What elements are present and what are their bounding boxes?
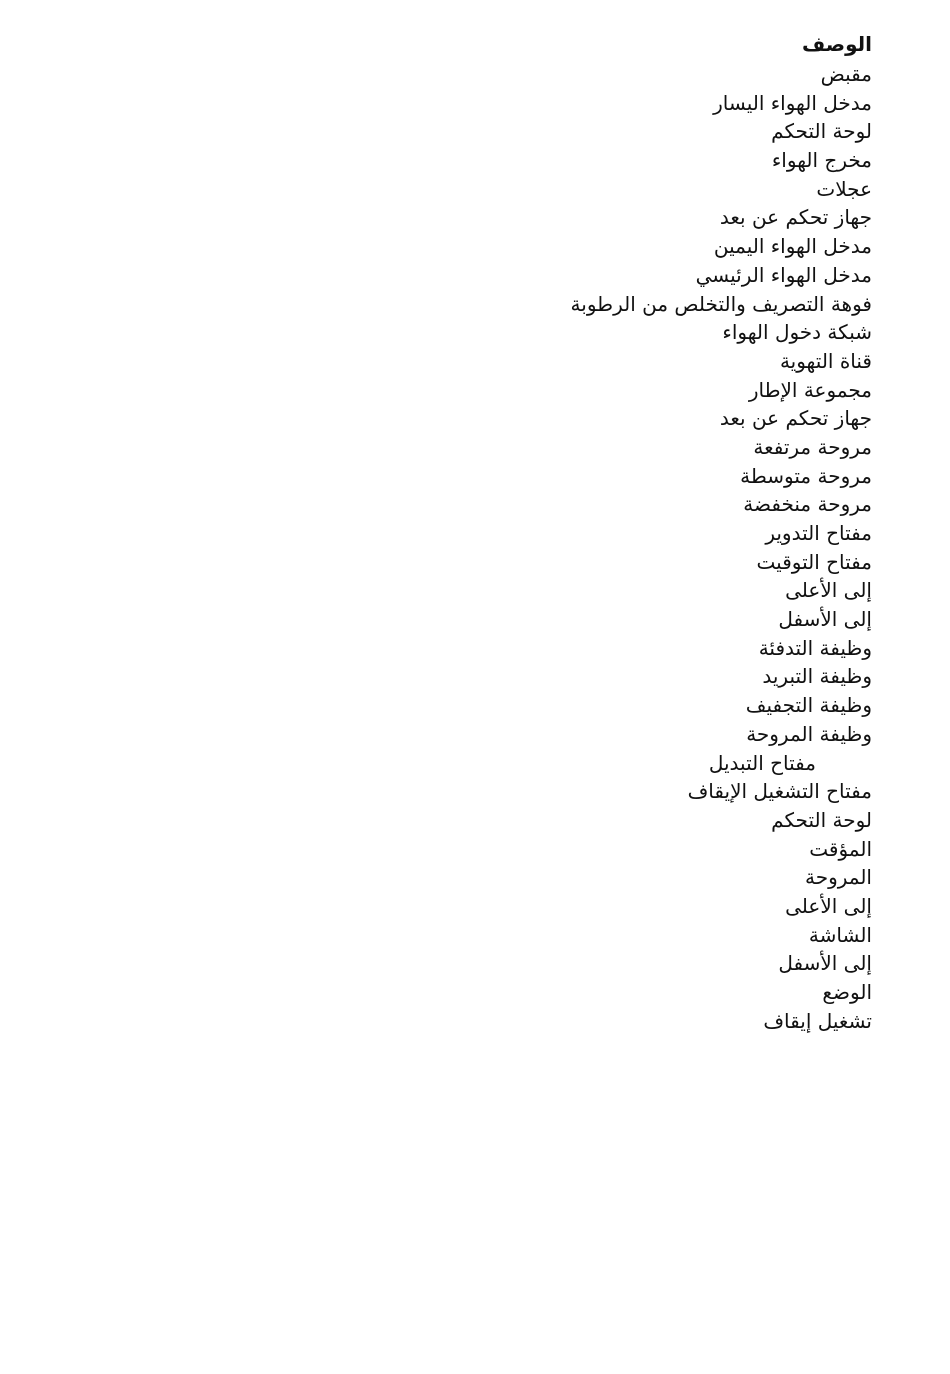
list-item: وظيفة التجفيف [745,693,872,718]
list-item: إلى الأعلى [785,578,872,603]
list-item: إلى الأسفل [778,951,872,976]
list-item: وظيفة التدفئة [758,635,872,660]
list-item: مفتاح التشغيل الإيقاف [687,779,872,804]
list-item: مفتاح التبديل [708,750,816,775]
list-item: الشاشة [808,922,872,947]
list-item: مدخل الهواء اليمين [713,234,872,259]
description-section [452,30,872,1035]
list-item: جهاز تحكم عن بعد [719,406,872,431]
list-item: مروحة منخفضة [743,492,872,517]
list-item: مروحة مرتفعة [753,434,872,459]
list-item: المروحة [805,865,872,890]
list-item: مخرج الهواء [771,148,872,173]
list-item: قناة التهوية [779,348,872,373]
list-item: مفتاح التدوير [765,521,872,545]
parts-list [452,60,872,1035]
section-heading: الوصف [801,32,872,56]
list-item: المؤقت [809,836,872,861]
list-item: عجلات [816,176,872,201]
list-item: مقبض [820,62,872,86]
list-item: شبكة دخول الهواء [722,320,872,345]
list-item: مجموعة الإطار [748,377,872,402]
list-item: فوهة التصريف والتخلص من الرطوبة [570,291,872,316]
list-item: مروحة متوسطة [740,463,872,488]
list-item: إلى الأعلى [785,893,872,918]
list-item: الوضع [822,980,872,1004]
list-item: جهاز تحكم عن بعد [719,205,872,230]
list-item: لوحة التحكم [771,807,872,832]
list-item: مدخل الهواء الرئيسي [695,262,872,287]
list-item: وظيفة المروحة [746,721,872,746]
list-item: مدخل الهواء اليسار [713,90,872,115]
list-item: لوحة التحكم [771,119,872,144]
list-item: إلى الأسفل [778,607,872,632]
list-item: مفتاح التوقيت [756,549,872,574]
list-item: تشغيل إيقاف [763,1008,872,1033]
list-item: وظيفة التبريد [762,664,872,689]
